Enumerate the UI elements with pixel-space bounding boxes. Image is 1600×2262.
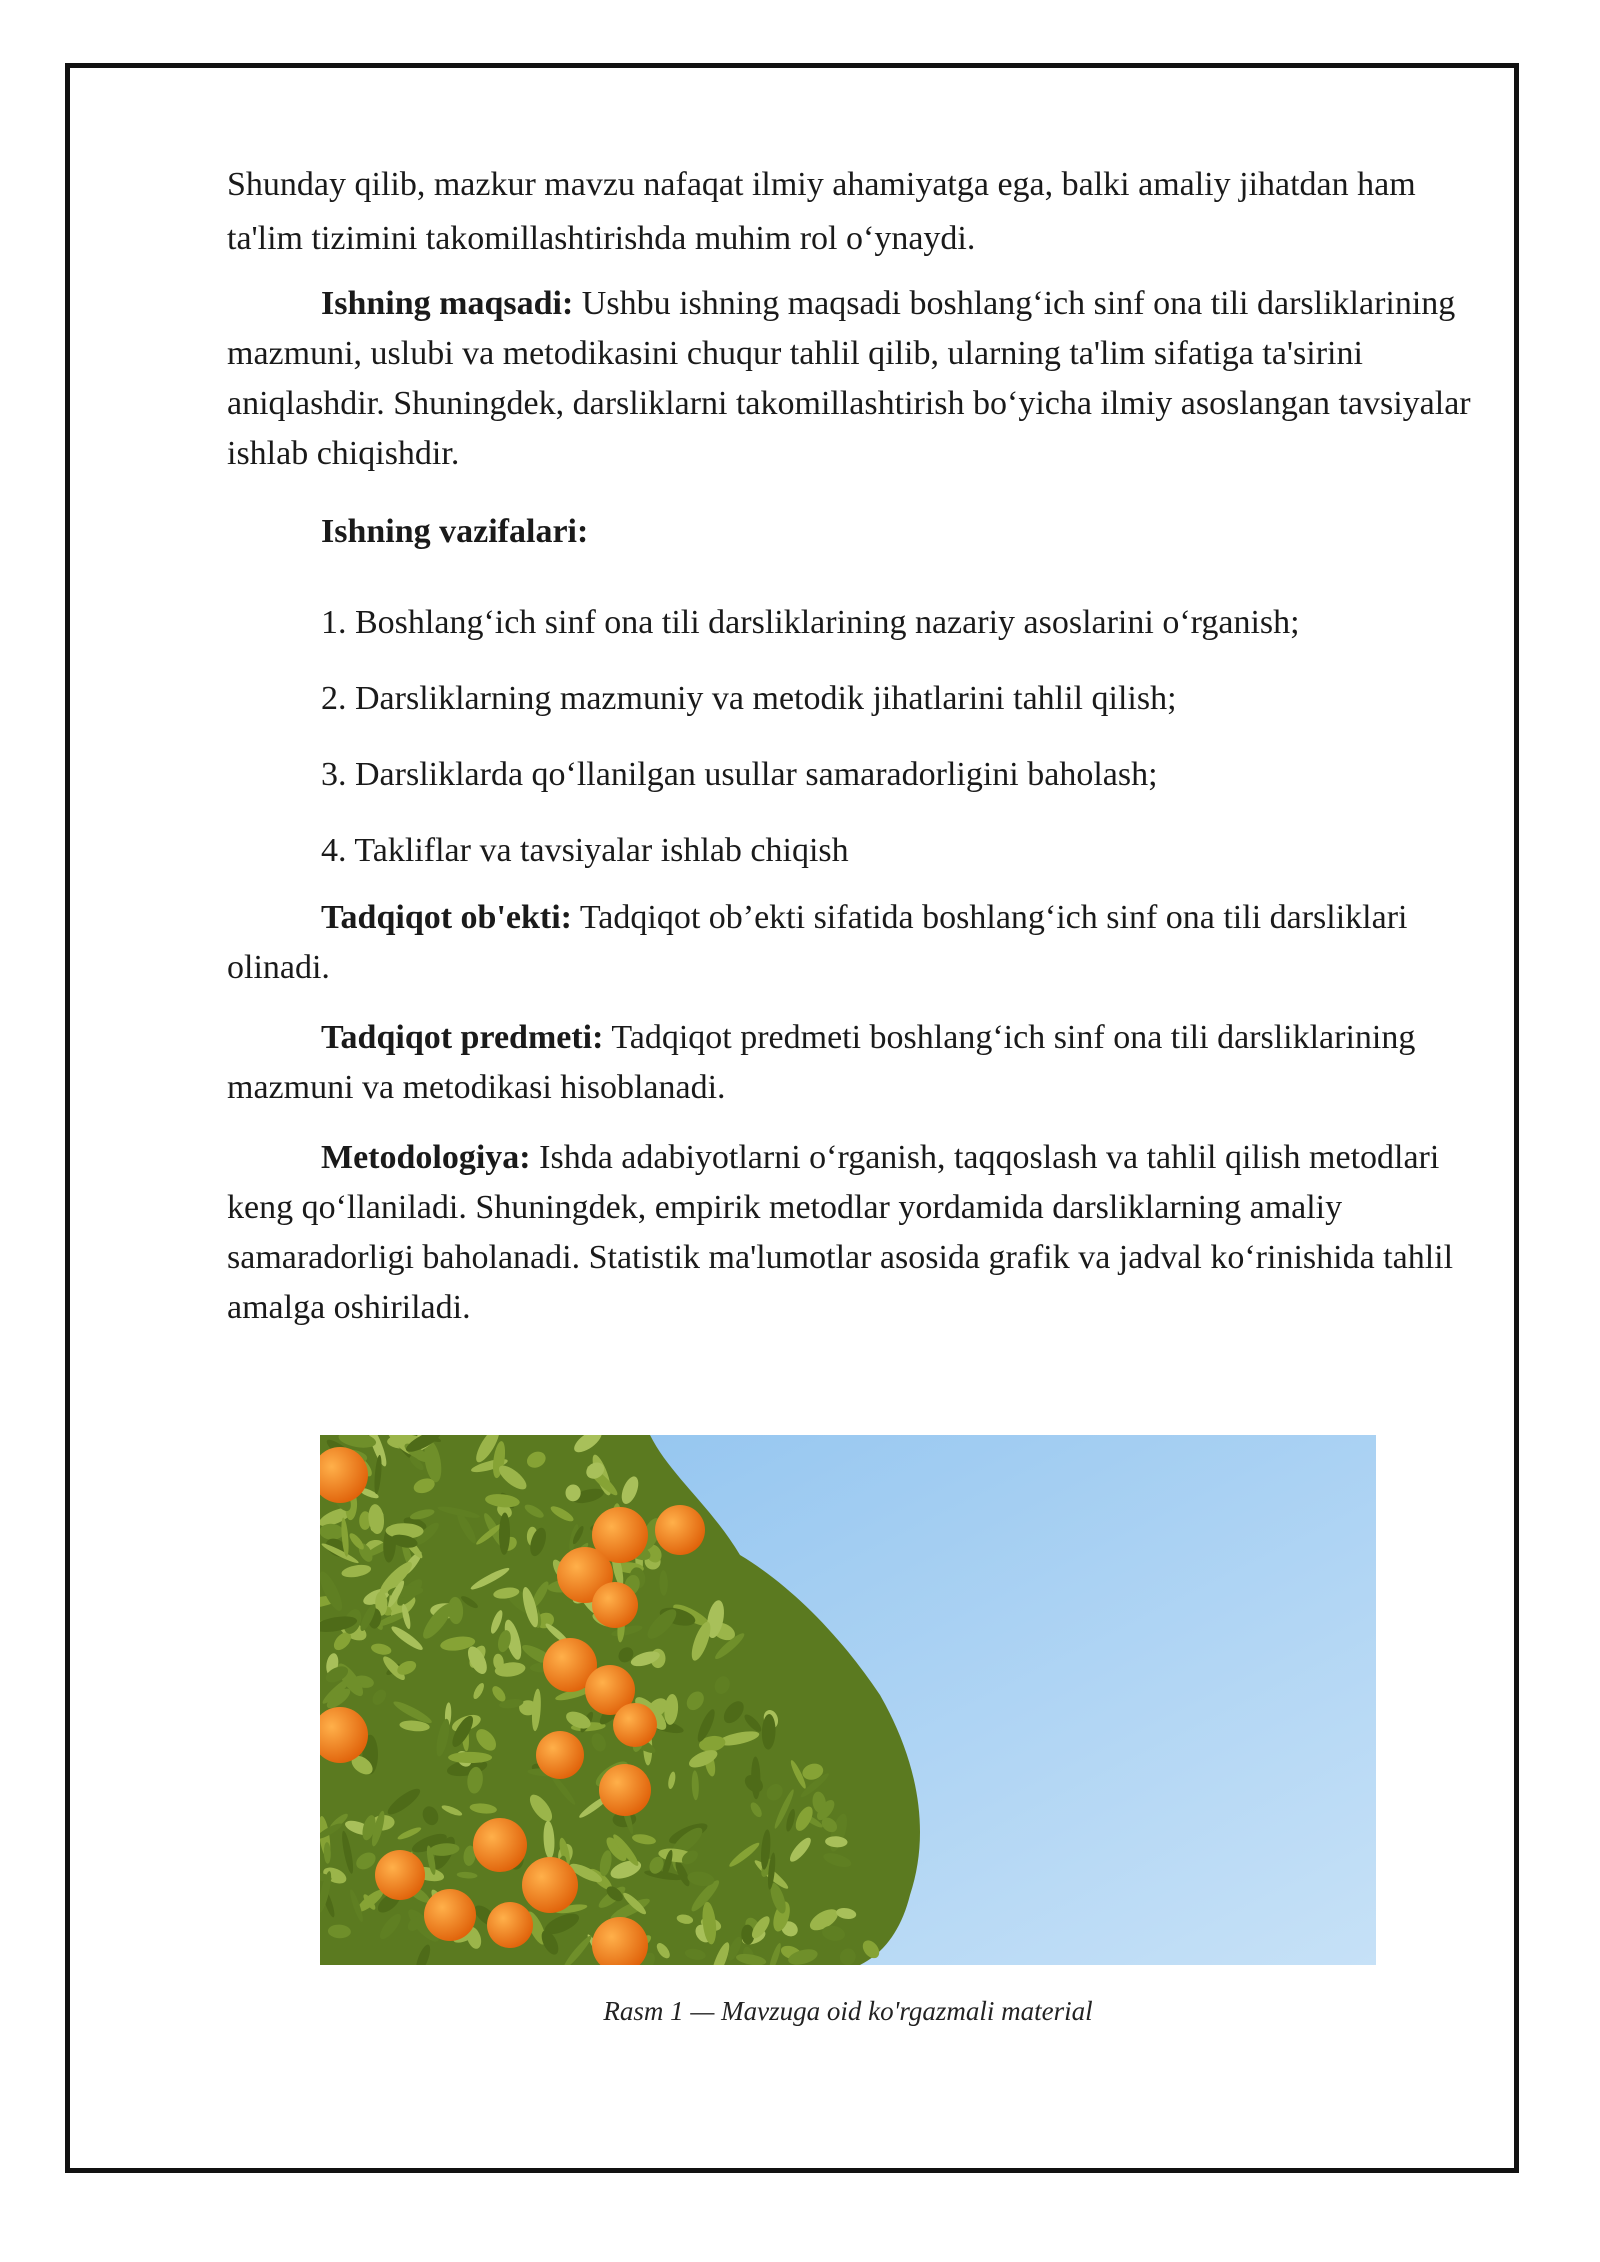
list-item: 1. Boshlang‘ich sinf ona tili darsliklarining nazariy asoslarini o‘rganish; — [321, 604, 1300, 641]
orange-fruit — [599, 1764, 651, 1816]
subject-label: Tadqiqot predmeti: — [321, 1019, 604, 1056]
methodology-text: Ishda adabiyotlarni o‘rganish, taqqoslash va tahlil qilish metodlari keng qo‘llaniladi. Shuningdek, empirik metodlar yordamida darsliklarning amaliy samaradorligi baholanadi. Statistik ma'lumotlar asosida grafik va jadval ko‘rinishida tahlil amalga oshiriladi. — [227, 1139, 1454, 1326]
orange-fruit — [473, 1818, 527, 1872]
intro-paragraph: Shunday qilib, mazkur mavzu nafaqat ilmiy ahamiyatga ega, balki amaliy jihatdan ham ta'lim tizimini takomillashtirishda muhim rol o‘ynaydi. — [227, 166, 1416, 257]
goal-paragraph — [227, 279, 1477, 479]
orange-fruit — [613, 1703, 657, 1747]
orange-fruit — [424, 1889, 476, 1941]
orange-fruit — [522, 1857, 578, 1913]
goal-label: Ishning maqsadi: — [321, 285, 574, 322]
tasks-heading: Ishning vazifalari: — [321, 513, 589, 550]
list-item: 3. Darsliklarda qo‘llanilgan usullar samaradorligini baholash; — [321, 756, 1158, 793]
goal-text: Ushbu ishning maqsadi boshlang‘ich sinf ona tili darsliklarining mazmuni, uslubi va metodikasini chuqur tahlil qilib, ularning ta'lim sifatiga ta'sirini aniqlashdir. Shuningdek, darsliklarni takomillashtirish bo‘yicha ilmiy asoslangan tavsiyalar ishlab chiqishdir. — [227, 285, 1471, 472]
orange-fruit — [592, 1582, 638, 1628]
document-body — [227, 158, 1477, 1353]
list-item: 2. Darsliklarning mazmuniy va metodik jihatlarini tahlil qilish; — [321, 680, 1177, 717]
tasks-list — [227, 585, 1477, 889]
figure-image — [320, 1435, 1376, 1965]
orange-fruit — [655, 1505, 705, 1555]
orange-fruit — [375, 1850, 425, 1900]
list-item: 4. Takliflar va tavsiyalar ishlab chiqish — [321, 832, 849, 869]
subject-text: Tadqiqot predmeti boshlang‘ich sinf ona tili darsliklarining mazmuni va metodikasi hisoblanadi. — [227, 1019, 1416, 1106]
object-label: Tadqiqot ob'ekti: — [321, 899, 572, 936]
orange-fruit — [536, 1731, 584, 1779]
orange-tree-photo — [320, 1435, 1376, 1965]
orange-fruit — [487, 1902, 533, 1948]
methodology-paragraph — [227, 1133, 1477, 1333]
subject-paragraph — [227, 1013, 1477, 1113]
object-paragraph — [227, 893, 1477, 993]
figure-caption: Rasm 1 — Mavzuga oid ko'rgazmali material — [603, 1996, 1093, 2026]
methodology-label: Metodologiya: — [321, 1139, 531, 1176]
object-text: Tadqiqot ob’ekti sifatida boshlang‘ich sinf ona tili darsliklari olinadi. — [227, 899, 1408, 986]
leaf — [448, 1752, 492, 1763]
